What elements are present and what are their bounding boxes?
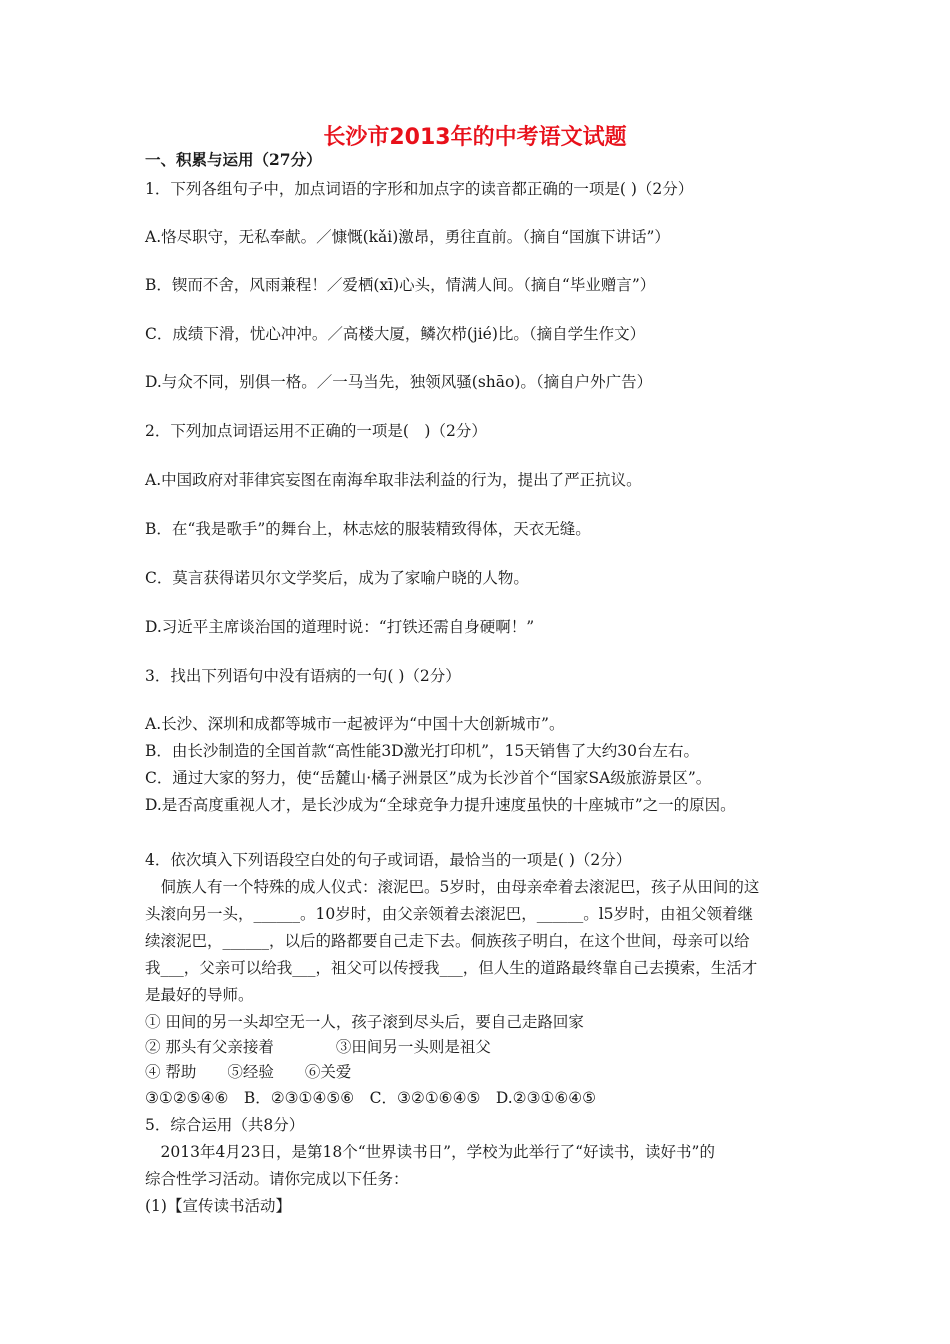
choice-line: ④ 帮助 ⑤经验 ⑥关爱 bbox=[145, 1063, 352, 1081]
choice-line: ① 田间的另一头却空无一人，孩子滚到尽头后，要自己走路回家 bbox=[145, 1013, 584, 1031]
question-4: 4．依次填入下列语段空白处的句子或词语，最恰当的一项是( )（2分） bbox=[145, 851, 632, 869]
passage-line: 我___，父亲可以给我___，祖父可以传授我___，但人生的道路最终靠自己去摸索，生活才 bbox=[145, 959, 758, 977]
option-3d: D.是否高度重视人才，是长沙成为“全球竞争力提升速度虽快的十座城市”之一的原因。 bbox=[145, 796, 736, 814]
option-1a: A.恪尽职守，无私奉献。／慷慨(kǎi)激昂，勇往直前。（摘自“国旗下讲话”） bbox=[145, 228, 670, 246]
option-2c: C．莫言获得诺贝尔文学奖后，成为了家喻户晓的人物。 bbox=[145, 569, 529, 587]
passage-line: 续滚泥巴，______，以后的路都要自己走下去。侗族孩子明白，在这个世间，母亲可以给 bbox=[145, 932, 750, 950]
answer-options: ③①②⑤④⑥ B．②③①④⑤⑥ C．③②①⑥④⑤ D.②③①⑥④⑤ bbox=[145, 1089, 597, 1107]
option-3c: C．通过大家的努力，使“岳麓山·橘子洲景区”成为长沙首个“国家SA级旅游景区”。 bbox=[145, 769, 712, 787]
option-1c: C．成绩下滑，忧心冲冲。／高楼大厦，鳞次栉(jié)比。（摘自学生作文） bbox=[145, 325, 646, 343]
section-heading: 一、积累与运用（27分） bbox=[145, 150, 322, 169]
option-3a: A.长沙、深圳和成都等城市一起被评为“中国十大创新城市”。 bbox=[145, 715, 565, 733]
passage-line: 侗族人有一个特殊的成人仪式：滚泥巴。5岁时，由母亲牵着去滚泥巴，孩子从田间的这 bbox=[145, 878, 760, 896]
choice-line: ② 那头有父亲接着 ③田间另一头则是祖父 bbox=[145, 1038, 491, 1056]
passage-line: 是最好的导师。 bbox=[145, 986, 254, 1004]
passage-line: 头滚向另一头，______。10岁时，由父亲领着去滚泥巴，______。l5岁时，由祖父领着继 bbox=[145, 905, 754, 923]
passage-line: 综合性学习活动。请你完成以下任务： bbox=[145, 1170, 409, 1188]
option-2b: B．在“我是歌手”的舞台上，林志炫的服装精致得体，天衣无缝。 bbox=[145, 520, 591, 538]
option-1d: D.与众不同，别俱一格。／一马当先，独领风骚(shāo)。（摘自户外广告） bbox=[145, 373, 653, 391]
question-5: 5．综合运用（共8分） bbox=[145, 1116, 305, 1134]
sub-task: (1)【宣传读书活动】 bbox=[145, 1197, 291, 1215]
page-title: 长沙市2013年的中考语文试题 bbox=[323, 125, 627, 150]
passage-line: 2013年4月23日，是第18个“世界读书日”，学校为此举行了“好读书，读好书”的 bbox=[145, 1143, 715, 1161]
option-1b: B．锲而不舍，风雨兼程！／爱栖(xī)心头，情满人间。（摘自“毕业赠言”） bbox=[145, 276, 656, 294]
question-2: 2．下列加点词语运用不正确的一项是( )（2分） bbox=[145, 422, 487, 440]
question-3: 3．找出下列语句中没有语病的一句( )（2分） bbox=[145, 667, 461, 685]
option-2a: A.中国政府对菲律宾妄图在南海牟取非法利益的行为，提出了严正抗议。 bbox=[145, 471, 642, 489]
question-1: 1．下列各组句子中，加点词语的字形和加点字的读音都正确的一项是( )（2分） bbox=[145, 180, 694, 198]
option-3b: B．由长沙制造的全国首款“高性能3D激光打印机”，15天销售了大约30台左右。 bbox=[145, 742, 699, 760]
option-2d: D.习近平主席谈治国的道理时说：“打铁还需自身硬啊！” bbox=[145, 618, 535, 636]
